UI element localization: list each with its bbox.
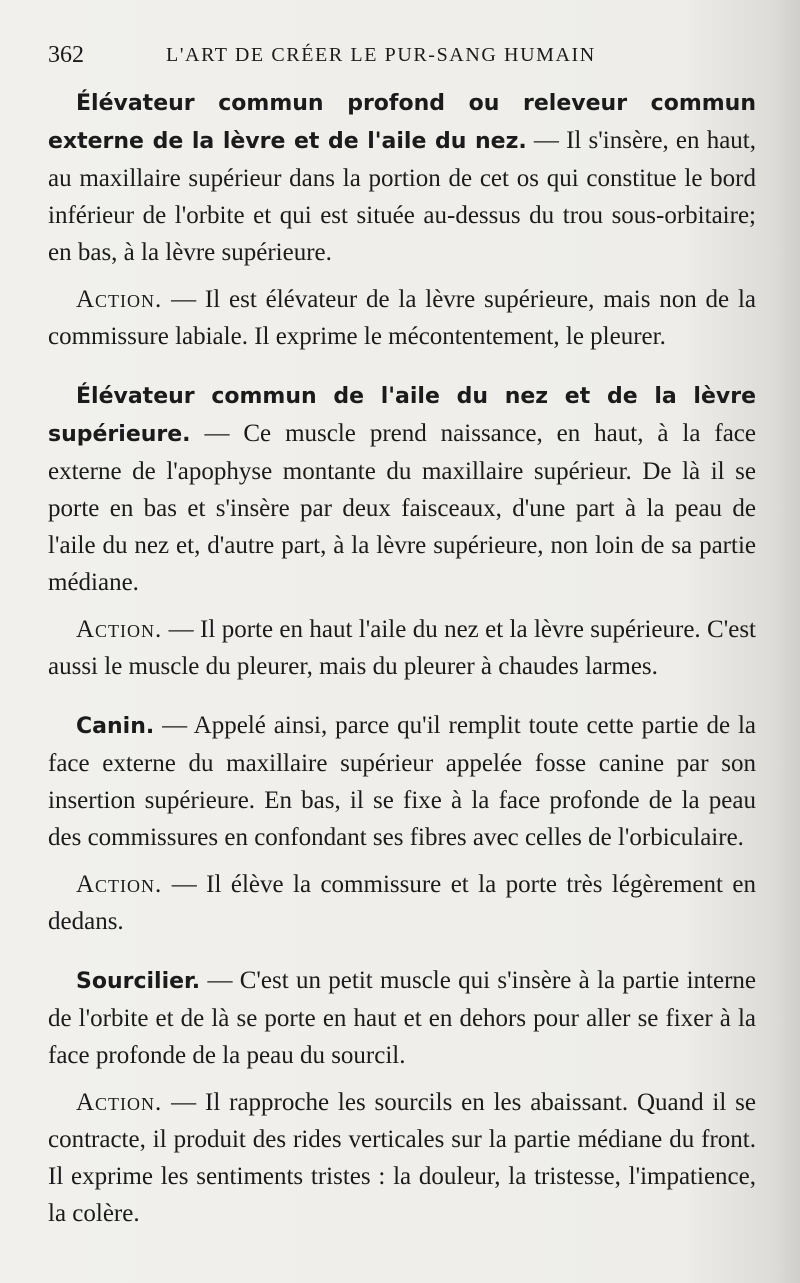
muscle-term: Canin. [76,714,155,739]
action-label: Action. [76,616,163,643]
action-text: — Il est élévateur de la lèvre supérieure, mais non de la commissure labiale. Il exprime le mécontentement, le pleurer. [48,286,756,350]
action-paragraph [48,281,756,355]
running-title: L'ART DE CRÉER LE PUR-SANG HUMAIN [166,44,596,66]
running-header [48,40,688,70]
action-label: Action. [76,871,163,898]
action-label: Action. [76,286,163,313]
muscle-description: — Il s'insère, en haut, au maxillaire supérieur dans la portion de cet os qui constitue le bord inférieur de l'orbite et qui est située au-dessus du trou sous-orbitaire; en bas, à la lèvre supérieure. [48,127,756,266]
action-text: — Il élève la commissure et la porte très légèrement en dedans. [48,871,756,935]
entry-paragraph [48,377,756,601]
entry-paragraph [48,962,756,1074]
muscle-description: — Ce muscle prend naissance, en haut, à la face externe de l'apophyse montante du maxillaire supérieur. De là il se porte en bas et s'insère par deux faisceaux, d'une part à la peau de l'aile du nez et, d'autre part, à la lèvre supérieure, non loin de sa partie médiane. [48,420,756,596]
action-text: — Il porte en haut l'aile du nez et la lèvre supérieure. C'est aussi le muscle du pleurer, mais du pleurer à chaudes larmes. [48,616,756,680]
page-number: 362 [48,42,84,68]
page-body [48,84,756,1232]
action-paragraph [48,866,756,940]
muscle-description: — C'est un petit muscle qui s'insère à la partie interne de l'orbite et de là se porte en haut et en dehors pour aller se fixer à la face profonde de la peau du sourcil. [48,967,756,1069]
muscle-description: — Appelé ainsi, parce qu'il remplit toute cette partie de la face externe du maxillaire supérieur appelée fosse canine par son insertion supérieure. En bas, il se fixe à la face profonde de la peau des commissures en confondant ses fibres avec celles de l'orbiculaire. [48,712,756,851]
entry-paragraph [48,84,756,271]
entry-paragraph [48,707,756,856]
action-label: Action. [76,1089,163,1116]
muscle-term: Sourcilier. [76,969,201,994]
action-text: — Il rapproche les sourcils en les abaissant. Quand il se contracte, il produit des rides verticales sur la partie médiane du front. Il exprime les sentiments tristes : la douleur, la tristesse, l'impatience, la colère. [48,1089,756,1227]
action-paragraph [48,1084,756,1232]
action-paragraph [48,611,756,685]
muscle-term: Élévateur commun de l'aile du nez et de la lèvre supérieure. [48,384,756,447]
muscle-term: Élévateur commun profond ou releveur commun externe de la lèvre et de l'aile du nez. [48,91,756,154]
